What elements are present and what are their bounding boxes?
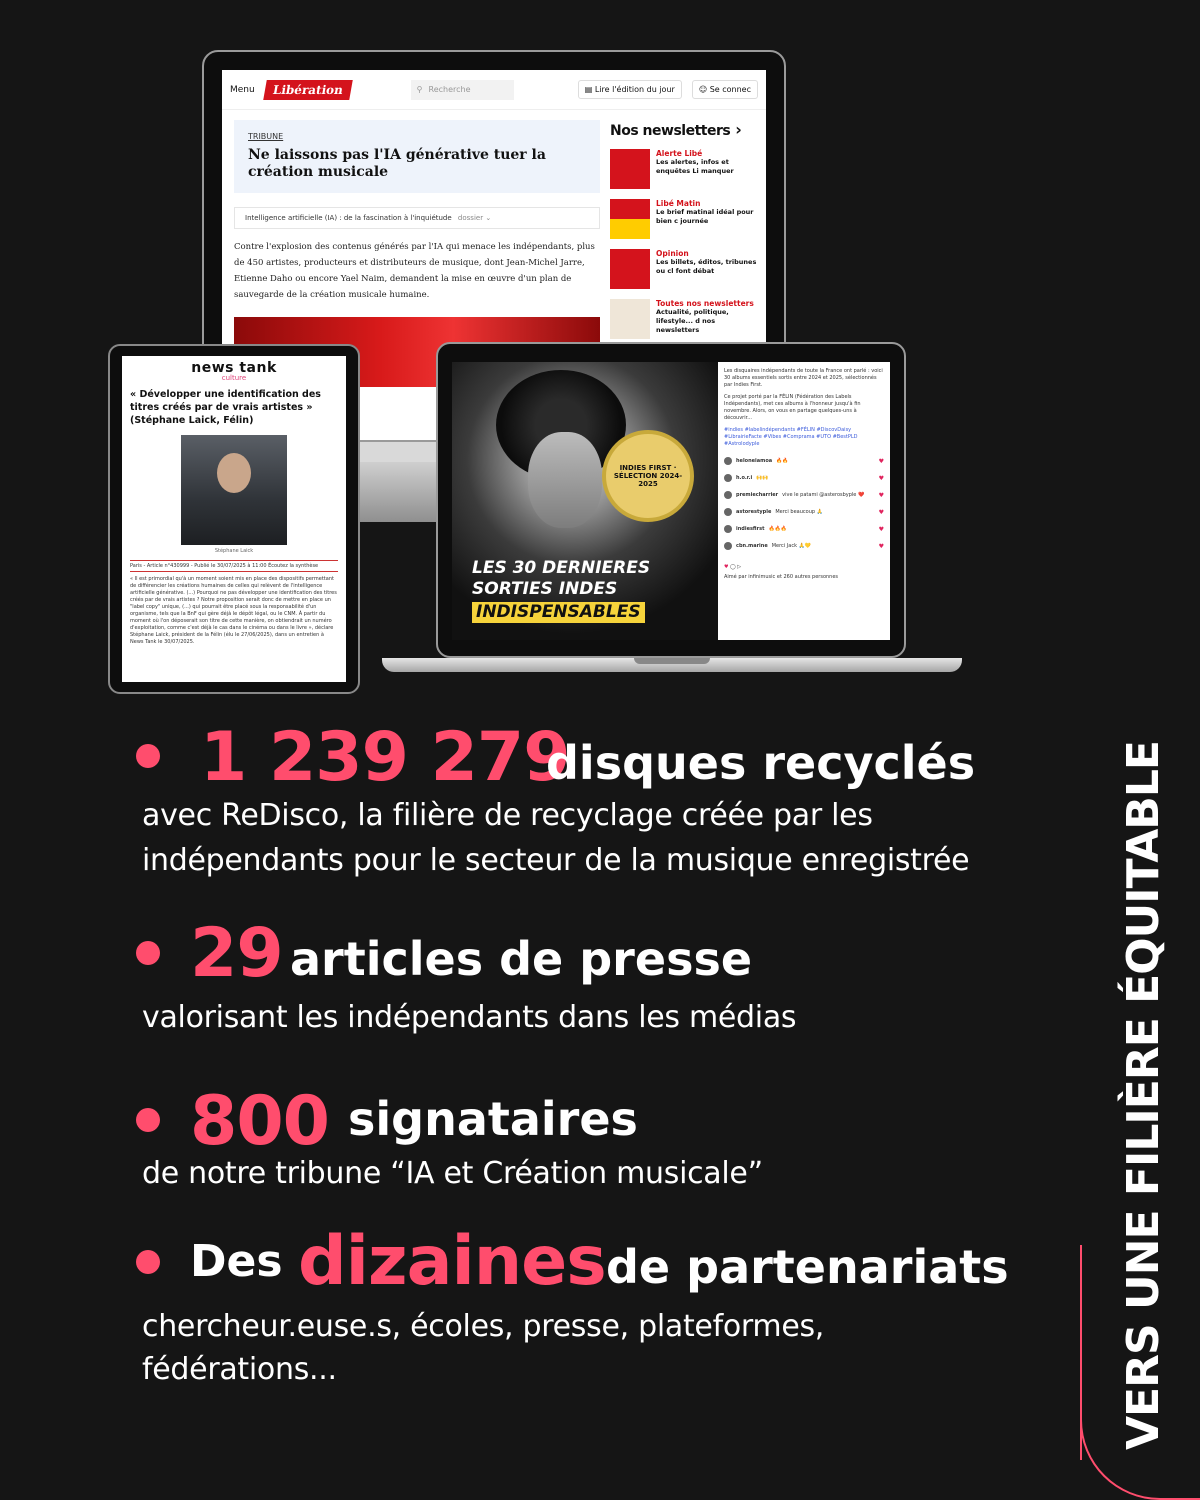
newsletter-thumb [610,299,650,339]
dossier-tag: dossier [457,214,484,222]
post-caption: Les disquaires indépendants de toute la France ont parlé : voici 30 albums essentiels sortis entre 2024 et 2025, sélectionnés par Indies First. [724,368,883,388]
newspaper-icon: ▤ [584,85,593,94]
avatar [724,491,732,499]
dossier-bar [234,207,600,229]
news-tank-article-screenshot [122,356,346,682]
stat-description-line: avec ReDisco, la filière de recyclage créée par les [142,798,873,833]
vertical-title: VERS UNE FILIÈRE ÉQUITABLE [1118,741,1169,1450]
monitor-stand [360,462,440,522]
stat-headline: disques recyclés [546,736,976,790]
newsletter-item [610,199,758,239]
post-overlay-text [472,558,650,623]
news-tank-logo-sub: culture [221,374,247,382]
newsletter-item [610,299,758,339]
comment-icon: ◯ [730,564,736,570]
heart-icon: ♥ [878,491,884,499]
comment-text: Merci Jack 🙏💛 [771,542,812,549]
avatar [724,542,732,550]
comment-row [724,474,884,482]
bullet-dot [136,941,160,965]
stat-prefix: Des [190,1236,283,1287]
article-meta: Paris - Article n°430999 - Publié le 30/07/2025 à 11:00 Écoutez la synthèse [130,560,338,572]
connect-button [692,80,758,99]
newsletter-desc: Les alertes, infos et enquêtes Li manquer [656,158,734,175]
newsletter-name: Opinion [656,249,689,258]
bullet-dot [136,1250,160,1274]
newsletter-thumb [610,199,650,239]
search-box [411,80,514,100]
likes-count: Aimé par infinimusic et 260 autres personnes [724,574,839,580]
dossier-label: Intelligence artificielle (IA) : de la fascination à l'inquiétude [245,214,452,222]
liberation-header [222,70,766,110]
stat-description-line: de notre tribune “IA et Création musicale” [142,1156,763,1191]
news-tank-logo: news tank [191,360,277,376]
comment-text: 🔥🔥🔥 [768,525,788,532]
heart-icon: ♥ [878,542,884,550]
heart-icon: ♥ [878,508,884,516]
tribune-tag: TRIBUNE [248,132,284,141]
heart-icon: ♥ [878,457,884,465]
newsletter-desc: Le brief matinal idéal pour bien c journée [656,208,754,225]
heart-icon: ♥ [878,474,884,482]
newsletters-title: Nos newsletters [610,123,731,139]
newsletter-desc: Les billets, éditos, tribunes ou cl font débat [656,258,757,275]
newsletter-thumb [610,149,650,189]
liberation-logo: Libération [263,80,352,100]
chevron-right-icon: › [735,120,742,139]
comment-text: 🔥🔥 [776,457,789,464]
overlay-line-1: LES 30 DERNIERES [472,558,651,578]
comment-user: h.o.r.i [736,474,753,481]
stat-number: 29 [190,914,283,993]
article-lead: Contre l'explosion des contenus générés par l'IA qui menace les indépendants, plus de 450 artistes, producteurs et distributeurs de musique, dont Jean-Michel Jarre, Etienne Daho ou encore Yael Naim, demandent la mise en œuvre d'un plan de sauvegarde de la création musicale humaine. [234,242,595,300]
comment-row [724,491,884,499]
tribune-title: Ne laissons pas l'IA générative tuer la création musicale [248,147,546,180]
comment-row [724,508,884,516]
bullet-dot [136,744,160,768]
post-caption-2: Ce projet porté par la FÉLIN (Fédération des Labels Indépendants), met ces albums à l'honneur jusqu'à fin novembre. Alors, on vous en partage quelques-uns à découvrir... [724,394,861,421]
avatar [724,525,732,533]
search-icon: ⚲ [416,85,423,94]
stat-headline: articles de presse [290,932,753,986]
newsletter-name: Libé Matin [656,199,701,208]
laptop-mockup [436,342,906,658]
instagram-comments-panel [718,362,890,640]
news-tank-headline: « Développer une identification des titres créés par de vrais artistes » (Stéphane Laick, Félin) [130,389,321,426]
read-edition-label: Lire l'édition du jour [594,85,675,94]
connect-label: Se connec [709,85,751,94]
stat-number: dizaines [298,1222,606,1301]
heart-icon: ♥ [878,525,884,533]
newsletter-item [610,149,758,189]
share-icon: ▷ [737,564,742,570]
indies-first-badge: INDIES FIRST · SÉLECTION 2024-2025 [602,430,694,522]
newsletter-name: Toutes nos newsletters [656,299,754,308]
comment-row [724,457,884,465]
search-placeholder: Recherche [428,85,471,94]
newsletter-thumb [610,249,650,289]
stat-description-line: valorisant les indépendants dans les médias [142,1000,797,1035]
avatar [724,474,732,482]
comment-user: indiesfirst [736,525,765,532]
stat-description-line: indépendants pour le secteur de la musique enregistrée [142,843,970,878]
stat-description-line: fédérations... [142,1352,337,1387]
newsletter-item [610,249,758,289]
stat-headline: de partenariats [606,1240,1009,1294]
stat-number: 800 [190,1082,329,1161]
tablet-mockup [108,344,360,694]
portrait-face [528,432,602,528]
comment-user: cbn.marine [736,542,768,549]
newsletter-desc: Actualité, politique, lifestyle... d nos newsletters [656,308,729,334]
chevron-down-icon: ⌄ [485,214,492,222]
instagram-post-screenshot [452,362,890,640]
overlay-line-3: INDISPENSABLES [472,602,645,623]
portrait-photo [181,435,287,545]
stat-number: 1 239 279 [200,718,570,797]
comment-text: Merci beaucoup 🙏 [775,508,823,515]
comment-text: vive le patami @asterosbyple ❤️ [782,491,865,498]
post-hashtags: #indies #labelindépendants #FÉLIN #DiscovDaisy #LibrairieFacte #Vibes #Comprama #UTO #BestPLD #Astrolodyple [724,427,858,447]
comment-user: premiecharrier [736,491,779,498]
newsletter-name: Alerte Libé [656,149,703,158]
comment-user: heloneiamoa [736,457,773,464]
instagram-post-image [452,362,718,640]
avatar [724,508,732,516]
laptop-notch [634,658,710,664]
tribune-header [234,120,600,193]
bullet-dot [136,1108,160,1132]
menu-label: Menu [230,84,255,95]
photo-caption: Stéphane Laick [214,548,254,554]
comment-text: 🙌🙌 [756,474,769,481]
post-actions [724,564,884,571]
article-body: « Il est primordial qu'à un moment soient mis en place des dispositifs permettant de différencier les créations humaines de celles qui relèvent de l'intelligence artificielle générative. (...) Pourquoi ne pas développer une identification des titres créés par de vrais artistes ? Notre proposition serait donc de mettre en place un "label copy" unique, (...) qui pourrait être placé sous la responsabilité d'un organisme, tels que la BnF qui gère déjà le dépôt légal, ou le CNM. À partir du moment où l'on déposerait son titre de cette manière, on obtiendrait un numéro d'exploitation, comme c'est déjà le cas dans le cinéma ou dans le livre », déclare Stéphane Laick, président de la Félin (élu le 27/06/2025), dans un entretien à News Tank le 30/07/2025. [130,576,337,645]
overlay-line-2: SORTIES INDES [472,579,618,599]
stat-description-line: chercheur.euse.s, écoles, presse, plateformes, [142,1309,825,1344]
user-icon: ☺ [698,85,708,94]
stat-headline: signataires [348,1092,638,1146]
read-edition-button [578,80,682,99]
comment-row [724,525,884,533]
heart-icon: ♥ [724,564,729,570]
avatar [724,457,732,465]
comment-row [724,542,884,550]
comment-user: astorestyple [736,508,772,515]
